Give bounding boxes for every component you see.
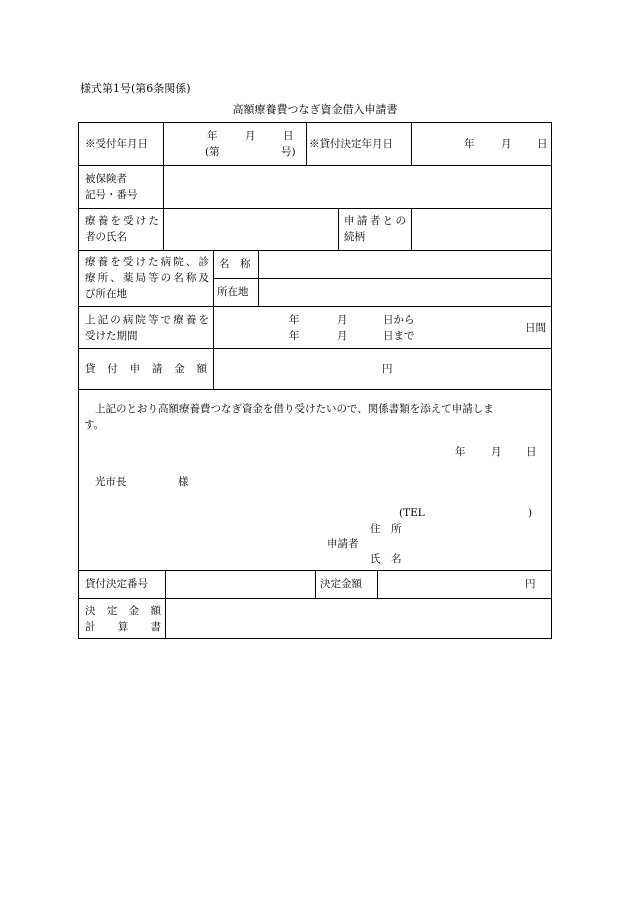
period-days: 日間 [525,322,546,334]
period-label-line2: 受けた期間 [85,330,138,342]
period-to-day: 日まで [383,330,415,342]
decision-date-month: 月 [501,138,512,150]
period-from-month: 月 [337,314,348,326]
period-from-year: 年 [289,314,300,326]
col-divider [213,250,214,389]
patient-label-line2: 者の氏名 [85,231,127,243]
decision-amount-label: 決定金額 [320,578,362,590]
calc-label-line2: 計算書 [85,621,161,633]
applicant-label: 申請者 [327,538,359,550]
calc-label-line1: 決定金額 [85,605,161,617]
application-date-year: 年 [455,446,466,458]
application-date-day: 日 [526,446,537,458]
statement-line1: 上記のとおり高額療養費つなぎ資金を借り受けたいので、関係書類を添えて申請しま [95,403,494,415]
col-divider [411,208,412,250]
form-number: 様式第1号(第6条関係) [80,82,191,95]
col-divider [315,570,316,598]
applicant-name-label: 氏 名 [370,553,402,565]
col-divider [306,123,307,165]
decision-number-label: 貸付決定番号 [85,578,148,590]
row-divider [79,250,551,251]
period-from-day: 日から [383,314,415,326]
col-divider [258,250,259,306]
tel-close: ) [528,507,533,519]
addressee-honorific: 様 [178,476,189,488]
decision-date-year: 年 [464,138,475,150]
period-to-month: 月 [337,330,348,342]
row-divider [79,306,551,307]
received-date-day: 日 [283,130,294,142]
decision-date-label: ※貸付決定年月日 [309,138,393,150]
addressee: 光市長 [95,476,127,488]
insured-label-line2: 記号・番号 [85,189,138,201]
relation-label-line1: 申請者との [344,215,406,227]
row-divider [79,389,551,390]
received-date-year: 年 [207,130,218,142]
relation-label-line2: 続柄 [344,231,365,243]
row-divider [79,348,551,349]
insured-label-line1: 被保険者 [85,173,127,185]
loan-amount-yen: 円 [382,363,393,375]
received-date-month: 月 [245,130,256,142]
received-date-label: ※受付年月日 [85,138,148,150]
patient-label-line1: 療養を受けた [85,215,159,227]
hospital-name-label: 名 称 [219,258,251,270]
row-divider [79,165,551,166]
period-label-line1: 上記の病院等で療養を [85,314,209,326]
receipt-number-open: (第 [205,146,220,158]
statement-line2: す。 [84,419,105,431]
receipt-number-close: 号) [281,146,296,158]
page-title: 高額療養費つなぎ資金借入申請書 [232,103,398,116]
loan-amount-label: 貸付申請金額 [85,363,207,375]
hospital-label-line3: び所在地 [85,288,127,300]
row-divider [79,598,551,599]
period-to-year: 年 [289,330,300,342]
row-divider [213,278,551,279]
application-date-month: 月 [491,446,502,458]
col-divider [338,208,339,250]
col-divider [163,165,164,250]
col-divider [163,123,164,165]
col-divider [165,570,166,639]
applicant-address-label: 住 所 [370,523,402,535]
row-divider [79,208,551,209]
application-form [78,122,552,639]
decision-amount-yen: 円 [525,578,536,590]
hospital-label-line1: 療養を受けた病院、診 [85,256,209,268]
col-divider [377,570,378,598]
hospital-label-line2: 療所、薬局等の名称及 [85,272,209,284]
decision-date-day: 日 [537,138,548,150]
tel-open: (TEL [399,507,425,519]
hospital-address-label: 所在地 [217,286,249,298]
col-divider [411,123,412,165]
